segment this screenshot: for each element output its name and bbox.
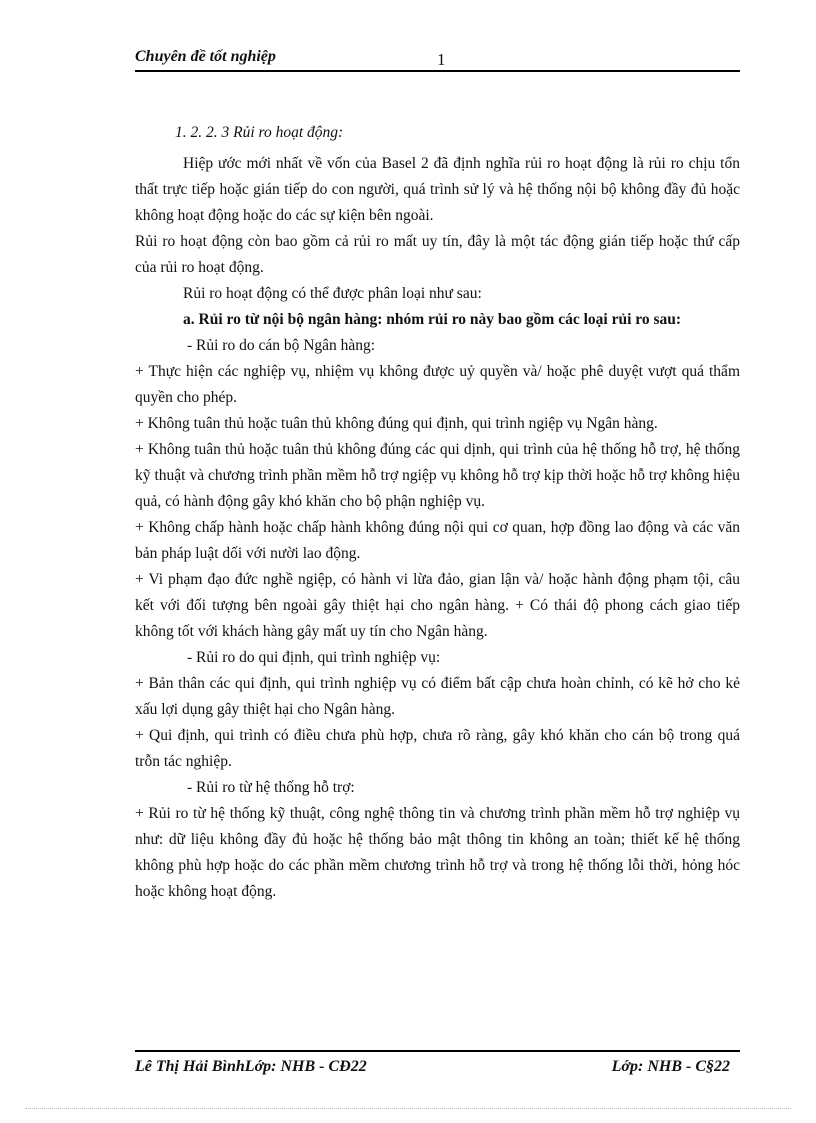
- page-number: 1: [437, 50, 446, 69]
- page-header: [135, 48, 740, 72]
- paragraph: Rủi ro hoạt động còn bao gồm cả rủi ro mất uy tín, đây là một tác động gián tiếp hoặc thứ cấp của rủi ro hoạt động.: [135, 233, 740, 276]
- list-heading: - Rủi ro do cán bộ Ngân hàng:: [187, 337, 376, 354]
- footer-class: Lớp: NHB - C§22: [611, 1058, 730, 1075]
- list-item: + Vi phạm đạo đức nghề ngiệp, có hành vi lừa đảo, gian lận và/ hoặc hành động phạm tội, câu kết với đối tượng bên ngoài gây thiệt hại cho ngân hàng. + Có thái độ phong cách giao tiếp không tốt với khách hàng gây mất uy tín cho Ngân hàng.: [135, 571, 740, 640]
- footer-author: Lê Thị Hải BìnhLớp: NHB - CĐ22: [135, 1058, 367, 1075]
- section-title: 1. 2. 2. 3 Rủi ro hoạt động:: [175, 124, 344, 141]
- list-item: + Thực hiện các nghiệp vụ, nhiệm vụ không được uỷ quyền và/ hoặc phê duyệt vượt quá thẩm quyền cho phép.: [135, 363, 740, 406]
- list-item: + Không tuân thủ hoặc tuân thủ không đúng các qui dịnh, qui trình của hệ thống hỗ trợ, hệ thống kỹ thuật và chương trình phần mềm hỗ trợ ngiệp vụ không hỗ trợ kịp thời hoặc hỗ trợ không hiệu quả, có hành động gây khó khăn cho bộ phận nghiệp vụ.: [135, 441, 740, 510]
- list-item: + Không chấp hành hoặc chấp hành không đúng nội qui cơ quan, hợp đồng lao động và các văn bản pháp luật dối với nười lao động.: [135, 519, 740, 562]
- list-item: + Bản thân các qui định, qui trình nghiệp vụ có điểm bất cập chưa hoàn chỉnh, có kẽ hở cho kẻ xấu lợi dụng gây thiệt hại cho Ngân hàng.: [135, 675, 740, 718]
- list-heading: - Rủi ro do qui định, qui trình nghiệp vụ:: [187, 649, 441, 666]
- list-item: + Không tuân thủ hoặc tuân thủ không đúng qui định, qui trình ngiệp vụ Ngân hàng.: [135, 415, 658, 432]
- subsection-heading: a. Rủi ro từ nội bộ ngân hàng: nhóm rủi ro này bao gồm các loại rủi ro sau:: [183, 311, 682, 328]
- paragraph: Rủi ro hoạt động có thể được phân loại như sau:: [183, 285, 482, 302]
- document-body: [135, 120, 740, 905]
- list-heading: - Rủi ro từ hệ thống hỗ trợ:: [187, 779, 355, 796]
- page-bottom-divider: [25, 1108, 791, 1109]
- list-item: + Rủi ro từ hệ thống kỹ thuật, công nghệ thông tin và chương trình phần mềm hỗ trợ nghiệp vụ như: dữ liệu không đầy đủ hoặc hệ thống bảo mật thông tin không an toàn; thiết kế hệ thống không phù hợp hoặc do các phần mềm chương trình hỗ trợ và trong hệ thống lỗi thời, hỏng hóc hoặc không hoạt động.: [135, 805, 740, 900]
- paragraph: Hiệp ước mới nhất về vốn của Basel 2 đã định nghĩa rủi ro hoạt động là rủi ro chịu tổn thất trực tiếp hoặc gián tiếp do con người, quá trình sử lý và hệ thống nội bộ không đầy đủ hoặc không hoạt động hoặc do các sự kiện bên ngoài.: [135, 155, 740, 224]
- header-title: Chuyên đề tốt nghiệp: [135, 48, 276, 65]
- page-footer: [135, 1050, 740, 1082]
- list-item: + Qui định, qui trình có điều chưa phù hợp, chưa rõ ràng, gây khó khăn cho cán bộ trong quá trỗn tác nghiệp.: [135, 727, 740, 770]
